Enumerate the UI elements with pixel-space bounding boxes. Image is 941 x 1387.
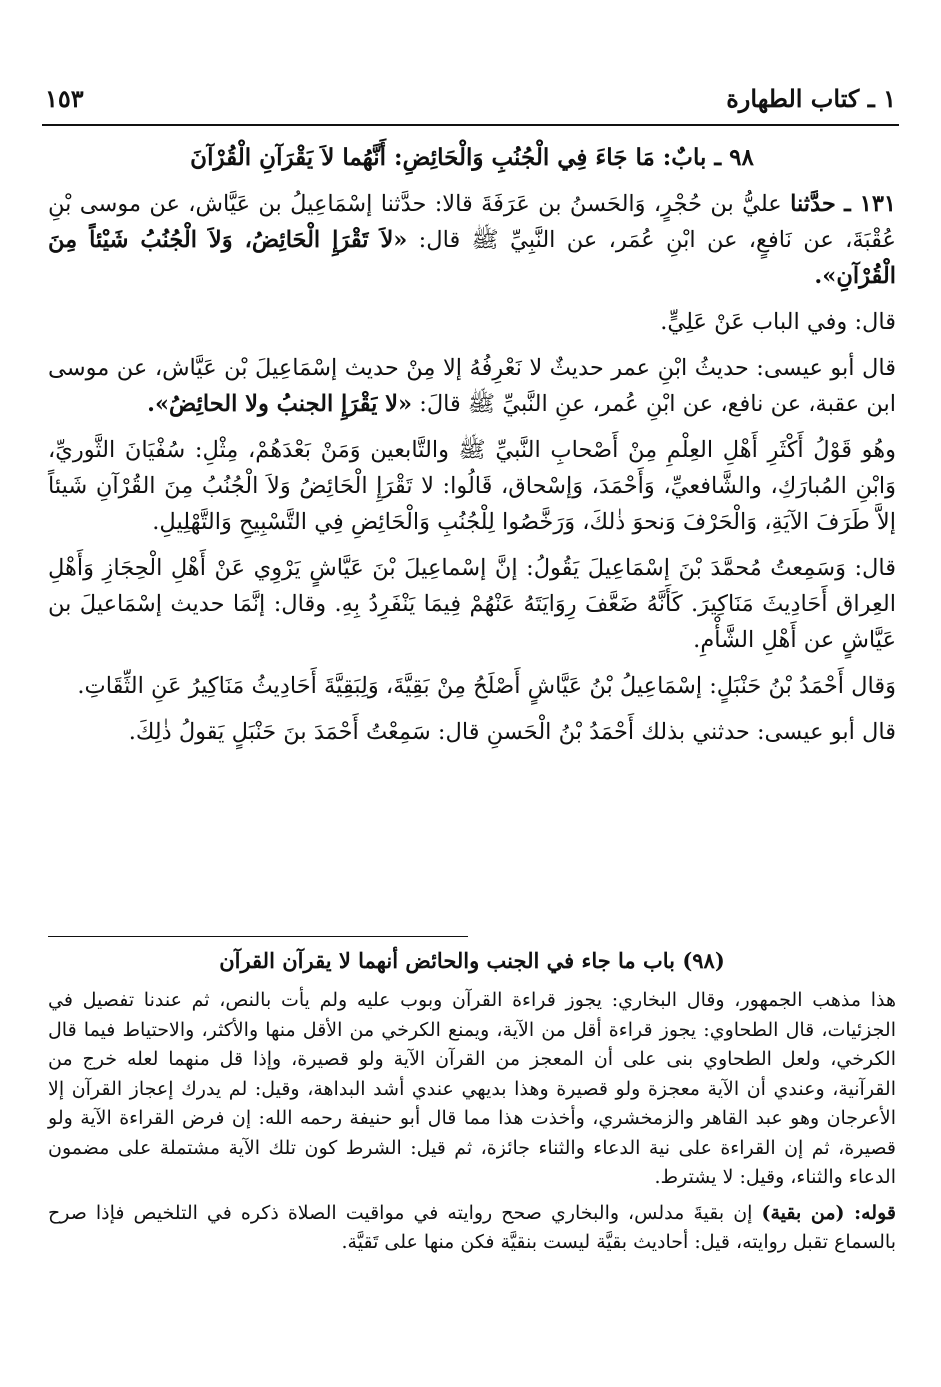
paragraph-5: وَقال أَحْمَدُ بْنُ حَنْبَلٍ: إسْمَاعِيلُ بْنُ عَيَّاشٍ أَصْلَحُ مِنْ بَقِيَّةَ، وَلِبَقِيَّةَ أَحَادِيثُ مَنَاكِيرُ عَنِ الثِّقَاتِ.	[77, 673, 896, 699]
paragraph-2-quote: «لا يَقْرَإِ الجنبُ ولا الحائِضُ».	[147, 391, 413, 417]
book-section-title: ١ ـ كتاب الطهارة	[726, 83, 896, 113]
paragraph-1: قال: وفي الباب عَنْ عَلِيٍّ.	[660, 309, 896, 335]
main-text	[48, 140, 896, 760]
header-rule	[42, 124, 899, 126]
paragraph-3: وهُو قَوْلُ أَكْثَرِ أَهْلِ العِلْمِ مِنْ أَصْحابِ النَّبيِّ ﷺ والتَّابعين وَمَنْ بَعْدَهُمْ، مِثْلِ: سُفْيَانَ الثَّوريِّ، وَابْنِ المُبارَكِ، والشَّافعيِّ، وَأَحْمَدَ، وَإسْحاق، قَالُوا: لا تَقْرَإِ الْحَائِضُ وَلاَ الْجُنُبُ مِنَ القُرْآنِ شَيئاً إلاَّ طَرَفَ الآيَةِ، وَالْحَرْفَ وَنحوَ ذٰلكَ، وَرَخَّصُوا لِلْجُنُبِ وَالْحَائِضِ فِي التَّسْبِيحِ وَالتَّهْلِيلِ.	[48, 437, 896, 535]
commentary-paragraph-2-text: إن بقيةَ مدلس، والبخاري صحح روايته في مواقيت الصلاة ذكره في التلخيص فإذا صرح بالسماع تقبل روايته، قيل: أحاديث بقيَّة ليست بنقيَّة فكن منها على تَقيَّة.	[48, 1201, 896, 1253]
commentary-heading: (٩٨) باب ما جاء في الجنب والحائض أنهما لا يقرآن القرآن	[219, 948, 725, 973]
commentary-section	[48, 944, 896, 1264]
chapter-heading: ٩٨ ـ بابٌ: مَا جَاءَ فِي الْجُنُبِ وَالْحَائِضِ: أَنَّهُما لاَ يَقْرَآنِ الْقُرْآنَ	[190, 144, 754, 171]
paragraph-4: قال: وَسَمِعتُ مُحمَّدَ بْنَ إسْمَاعِيلَ يَقُولُ: إنَّ إسْماعِيلَ بْنَ عَيَّاشٍ يَرْوِي عَنْ أَهْلِ الْحِجَازِ وَأَهْلِ العِراق أَحَادِيثَ مَنَاكِيرَ. كَأَنَّهُ ضَعَّفَ رِوَايَتَهُ عَنْهُمْ فِيمَا يَنْفَرِدُ بِهِ. وقال: إنَّمَا حديث إسْمَاعيلَ بن عَيَّاشٍ عن أَهْلِ الشَّأْمِ.	[48, 555, 896, 653]
hadith-number: ١٣١ ـ	[844, 191, 897, 217]
paragraph-2	[48, 350, 896, 422]
footnote-separator	[48, 936, 468, 937]
commentary-paragraph-1: هذا مذهب الجمهور، وقال البخاري: يجوز قراءة القرآن وبوب عليه ولم يأت بالنص، ثم عندنا تفصيل في الجزئيات، قال الطحاوي: يجوز قراءة أقل من الآية، ويمنع الكرخي من الأقل منها والأكثر، والاحتياط فيما قال الكرخي، ولعل الطحاوي بنى على أن المعجز من القرآن الآية ولو قصيرة، وإذا قل منهما لعله خرج من القرآنية، وعندي أن الآية معجزة ولو قصيرة وهذا بديهي عندي أشد البداهة، وقيل: لم يدرك إعجاز القرآن إلا الأعرجان وهو عبد القاهر والزمخشري، وأخذت هذا مما قال أبو حنيفة رحمه الله: إن فرض القراءة الآية ولو قصيرة، ثم إن القراءة على نية الدعاء والثناء جائزة، ثم قيل: الشرط كون تلك الآية مشتملة على مضمون الدعاء والثناء، وقيل: لا يشترط.	[48, 989, 896, 1188]
hadith-paragraph	[48, 186, 896, 294]
paragraph-6: قال أبو عيسى: حدثني بذلك أَحْمَدُ بْنُ الْحَسنِ قال: سَمِعْتُ أَحْمَدَ بنَ حَنْبَلٍ يَقولُ ذٰلِكَ.	[128, 719, 896, 745]
hadith-opening: حدَّثنا	[790, 191, 836, 217]
page-number: ١٥٣	[45, 83, 84, 113]
commentary-label: قوله: (من بقية)	[761, 1201, 896, 1224]
hadith-chain: عليُّ بن حُجْرٍ، وَالحَسنُ بن عَرَفَةَ قالا: حدَّثنا إسْمَاعِيلُ بن عَيَّاش، عن موسى بْنِ عُقْبَةَ، عن نَافعٍ، عن ابْنِ عُمَر، عن النَّبِيِّ ﷺ قال:	[48, 191, 896, 253]
running-header	[45, 80, 896, 116]
paragraph-2-text: قال أبو عيسى: حديثُ ابْنِ عمر حديثٌ لا نَعْرِفُهُ إلا مِنْ حديث إسْمَاعِيلَ بْن عَيَّاش، عن موسى ابن عقبة، عن نافع، عن ابْنِ عُمر، عنِ النَّبيِّ ﷺ قالَ:	[48, 355, 896, 417]
commentary-paragraph-2	[48, 1199, 896, 1258]
hadith-quote: «لاَ تَقْرَإِ الْحَائِضُ، وَلاَ الْجُنُبُ شَيْئاً مِنَ الْقُرْآنِ».	[48, 227, 896, 289]
